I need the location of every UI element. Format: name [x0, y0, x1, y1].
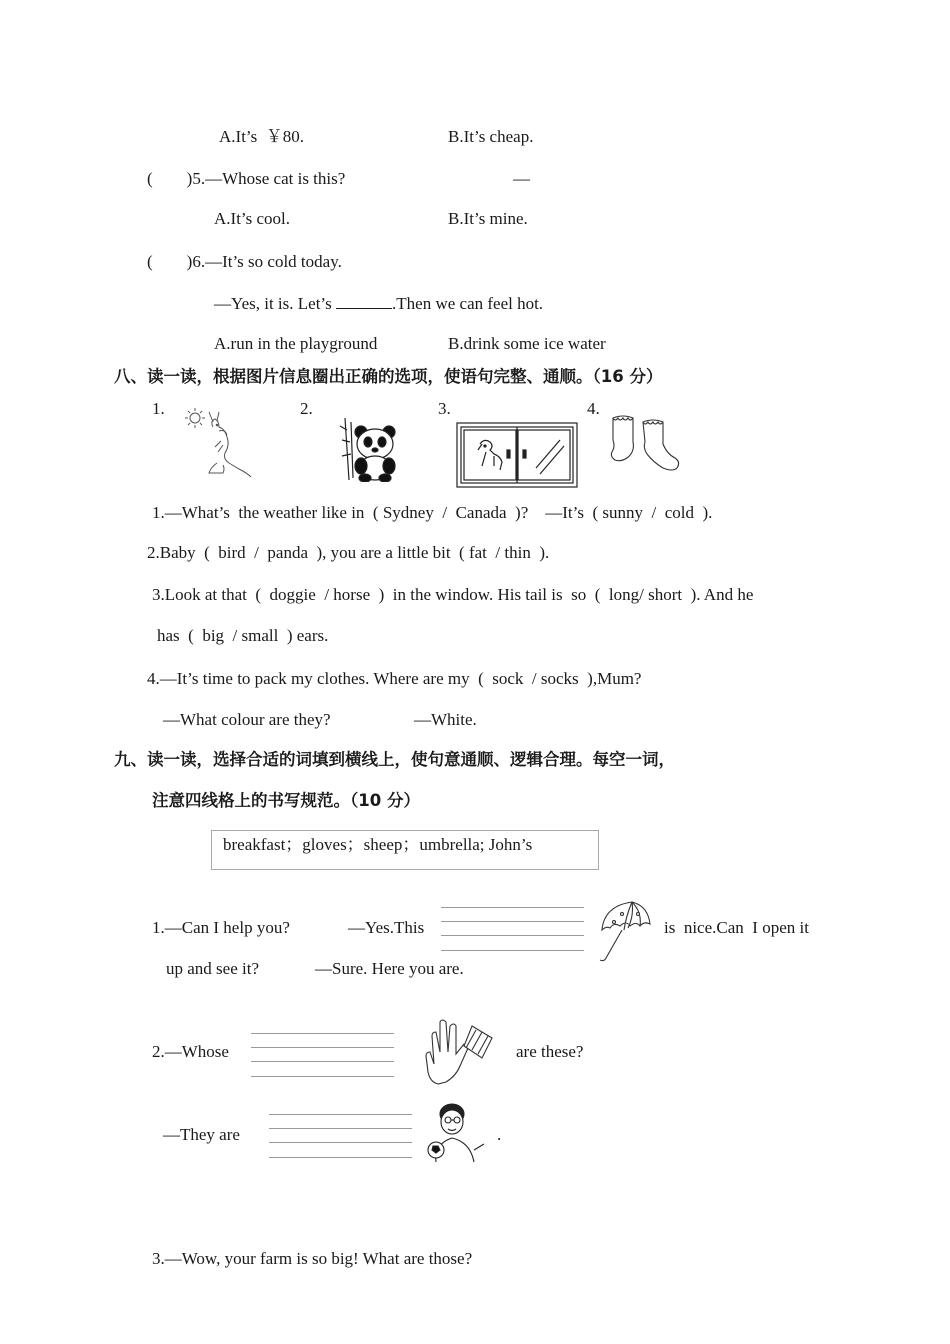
- s9-q1-part2: —Yes.This: [348, 918, 425, 937]
- s8-sentence-4c: —White.: [414, 710, 477, 729]
- s9-q2-four-line-blank-2[interactable]: [269, 1114, 412, 1158]
- q5-question: ( )5.—Whose cat is this?: [147, 169, 346, 188]
- q6-line2: [214, 294, 543, 312]
- q6-blank[interactable]: [336, 294, 392, 309]
- s8-sentence-4a: 4.—It’s time to pack my clothes. Where are my ( sock / socks ),Mum?: [147, 669, 642, 688]
- s8-sentence-4b: —What colour are they?: [163, 710, 331, 729]
- umbrella-icon: [594, 900, 654, 966]
- gloves-icon: [416, 1018, 500, 1088]
- s8-sentence-3b: has ( big / small ) ears.: [157, 626, 329, 645]
- section9-title-line1: 九、读一读，选择合适的词填到横线上，使句意通顺、逻辑合理。每空一词，: [114, 750, 675, 769]
- s8-sentence-3a: 3.Look at that ( doggie / horse ) in the window. His tail is so ( long/ short ). And he: [152, 585, 754, 604]
- s9-q2-part4: .: [497, 1125, 502, 1144]
- pic-label-3: 3.: [438, 399, 451, 418]
- s9-q2-part2: are these?: [516, 1042, 584, 1061]
- s9-q1-part3: is nice.Can I open it: [664, 918, 809, 937]
- kangaroo-sun-icon: [183, 405, 263, 485]
- pic-label-4: 4.: [587, 399, 600, 418]
- panda-icon: [339, 418, 405, 482]
- q6-option-a: A.run in the playground: [214, 334, 378, 353]
- boy-with-ball-icon: [414, 1100, 490, 1164]
- q4-option-a: A.It’s ￥80.: [219, 127, 304, 146]
- s9-q1-part4: up and see it?: [166, 959, 259, 978]
- s9-q2-four-line-blank-1[interactable]: [251, 1033, 394, 1077]
- s9-q3: 3.—Wow, your farm is so big! What are those?: [152, 1249, 473, 1268]
- s9-q1-part1: 1.—Can I help you?: [152, 918, 290, 937]
- s8-sentence-2: 2.Baby ( bird / panda ), you are a little bit ( fat / thin ).: [147, 543, 550, 562]
- pic-label-1: 1.: [152, 399, 165, 418]
- word-bank: breakfast；gloves；sheep；umbrella; John’s: [223, 835, 533, 854]
- pic-label-2: 2.: [300, 399, 313, 418]
- q6-option-b: B.drink some ice water: [448, 334, 606, 353]
- s9-q1-four-line-blank[interactable]: [441, 907, 584, 951]
- section8-title: 八、读一读，根据图片信息圈出正确的选项，使语句完整、通顺。（16 分）: [114, 367, 663, 386]
- q6-line2-pre: —Yes, it is. Let’s: [214, 294, 337, 313]
- section9-title-line2: 注意四线格上的书写规范。（10 分）: [152, 791, 420, 810]
- q6-question: ( )6.—It’s so cold today.: [147, 252, 342, 271]
- q6-line2-post: .Then we can feel hot.: [392, 294, 544, 313]
- s9-q2-part1: 2.—Whose: [152, 1042, 229, 1061]
- socks-icon: [607, 412, 683, 472]
- q4-option-b: B.It’s cheap.: [448, 127, 534, 146]
- q5-answer-dash: —: [513, 169, 530, 188]
- s9-q2-part3: —They are: [163, 1125, 240, 1144]
- s9-q1-part5: —Sure. Here you are.: [315, 959, 464, 978]
- q5-option-a: A.It’s cool.: [214, 209, 291, 228]
- q5-option-b: B.It’s mine.: [448, 209, 528, 228]
- s8-sentence-1: 1.—What’s the weather like in ( Sydney / Canada )? —It’s ( sunny / cold ).: [152, 503, 713, 522]
- window-dog-icon: [456, 422, 578, 488]
